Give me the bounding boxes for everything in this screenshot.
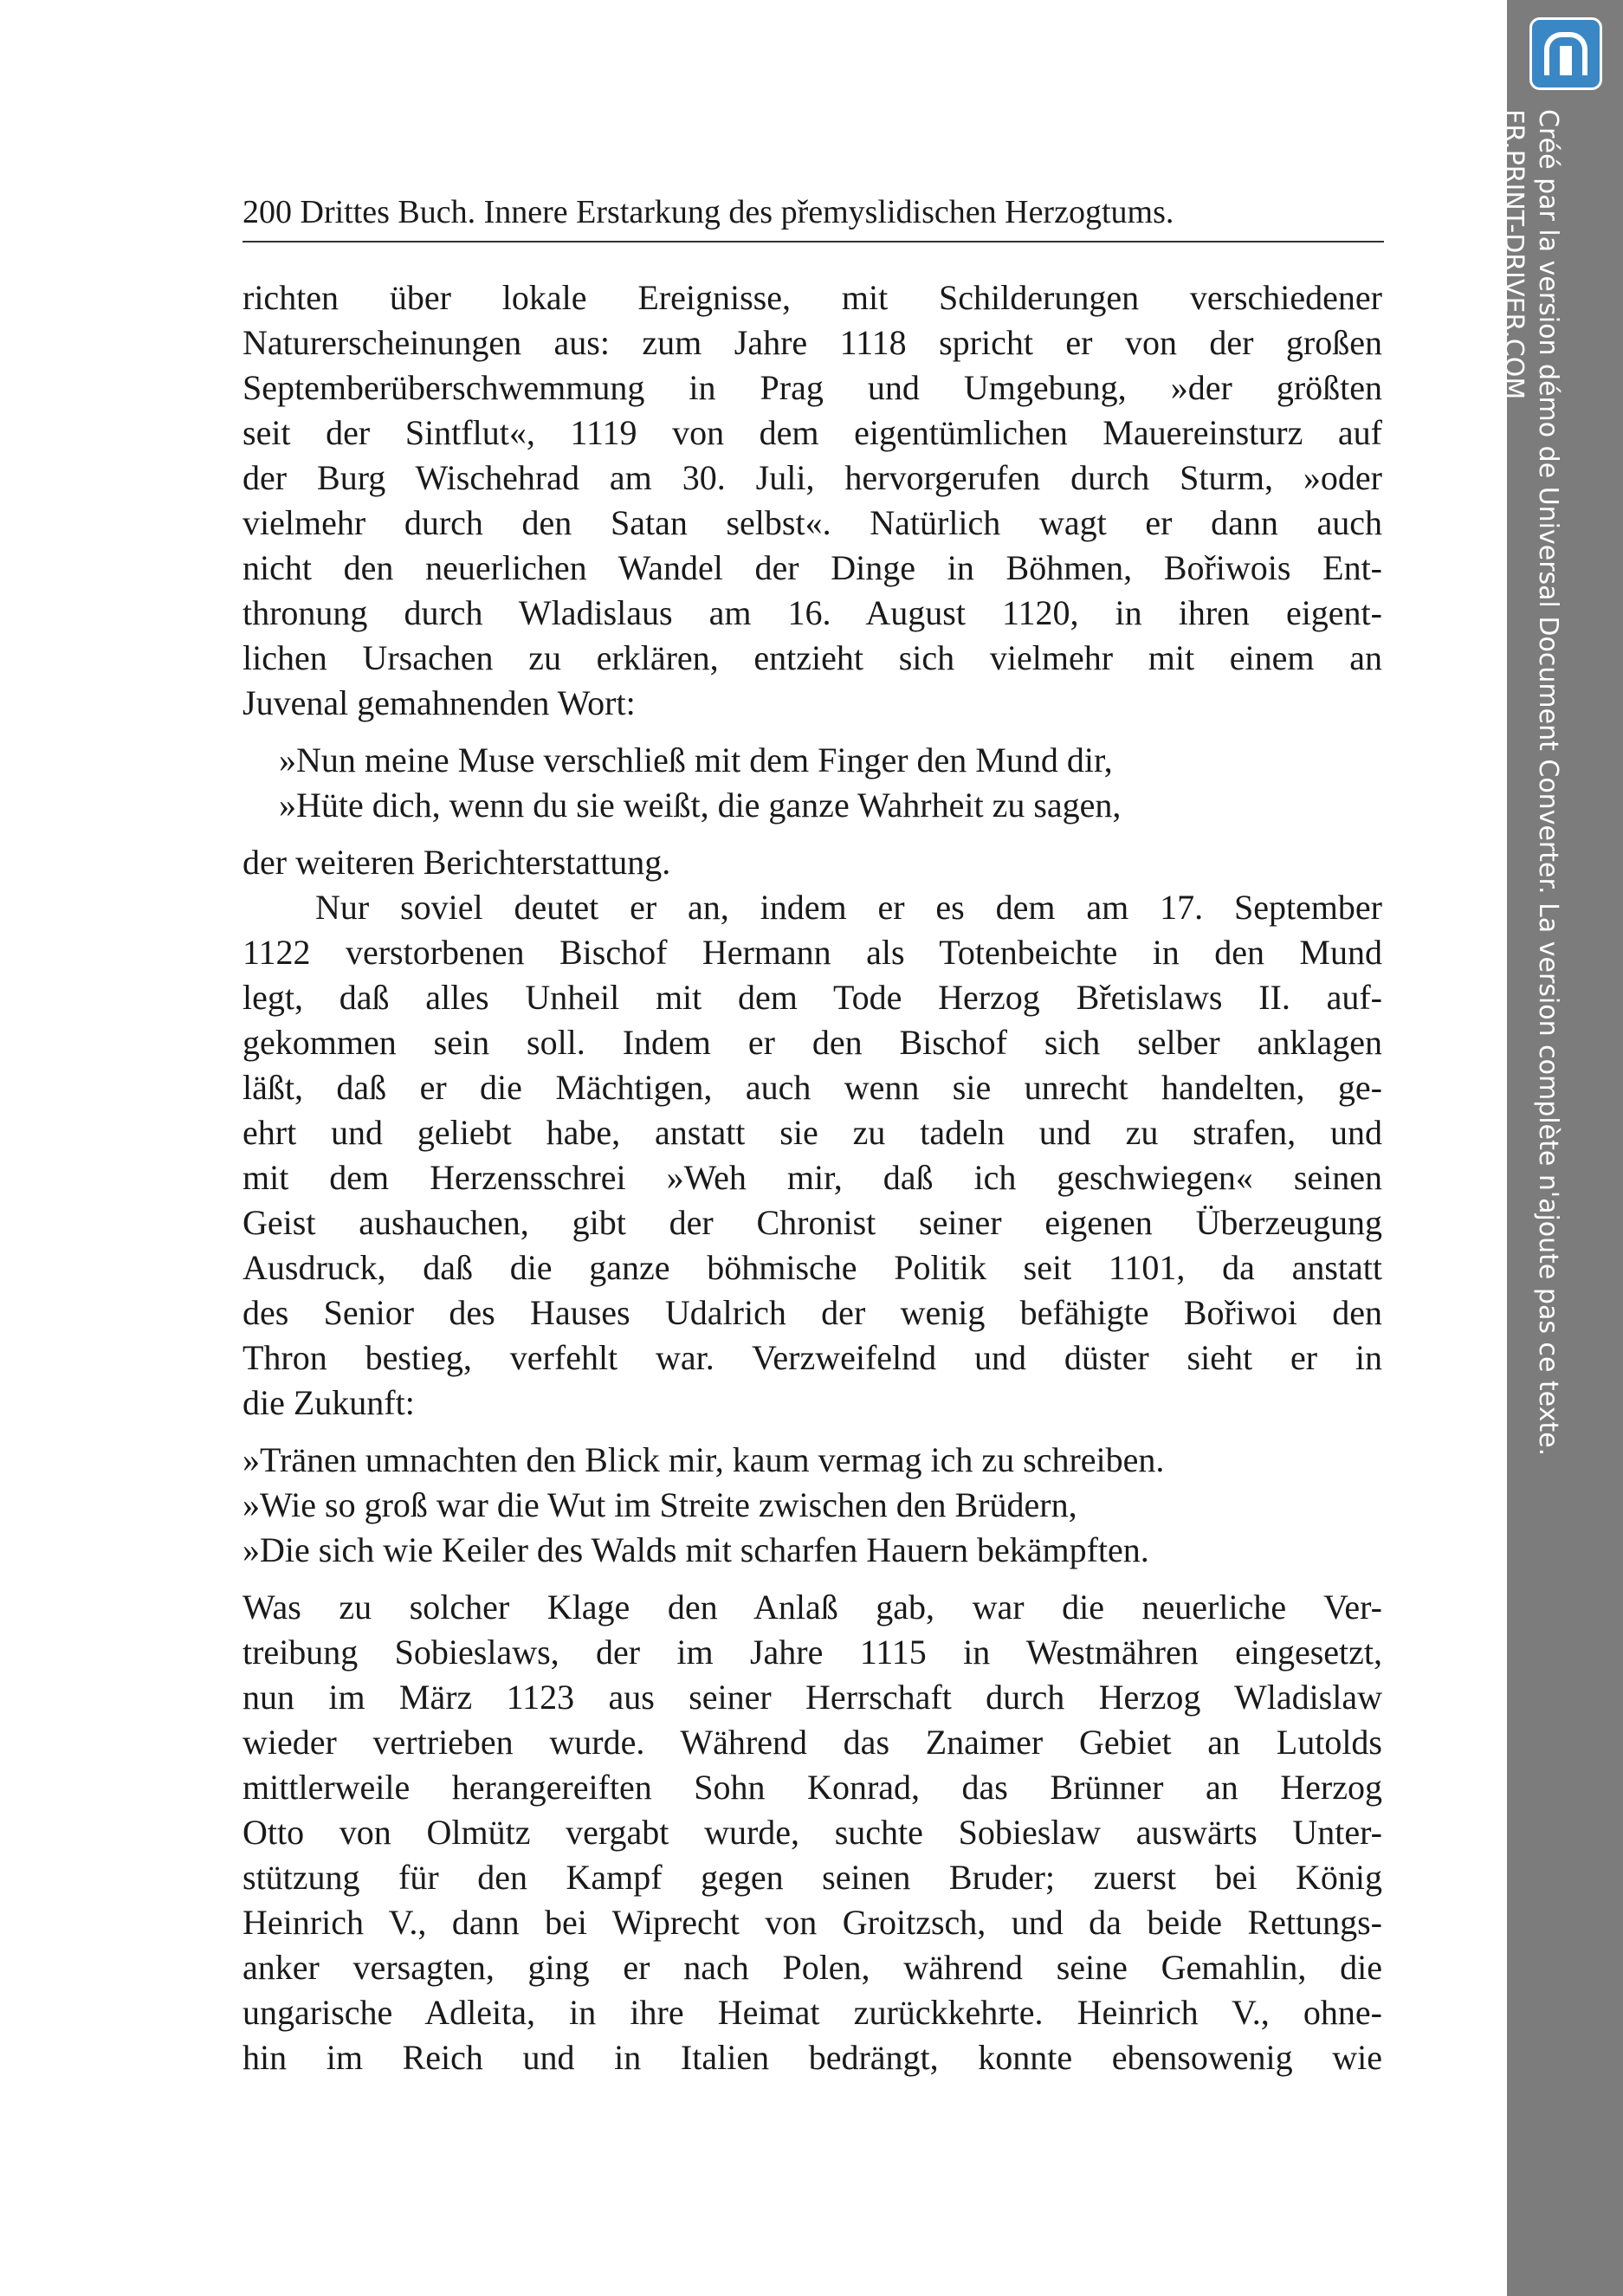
paragraph-3 <box>242 1585 1382 2080</box>
text-line: Naturerscheinungen aus: zum Jahre 1118 spricht er von der großen <box>242 323 1382 362</box>
verse-quote-1 <box>242 738 1382 828</box>
paragraph-2 <box>242 885 1382 1426</box>
text-line: Was zu solcher Klage den Anlaß gab, war die neuerliche Ver- <box>242 1588 1382 1627</box>
text-line: gekommen sein soll. Indem er den Bischof sich selber anklagen <box>242 1023 1382 1062</box>
text-line: Nur soviel deutet er an, indem er es dem am 17. September <box>315 888 1382 927</box>
text-line: Heinrich V., dann bei Wiprecht von Groitzsch, und da beide Rettungs- <box>242 1903 1382 1942</box>
text-line: mittlerweile herangereiften Sohn Konrad, das Brünner an Herzog <box>242 1768 1382 1807</box>
text-line: der weiteren Berichterstattung. <box>242 843 671 882</box>
verse-line: »Nun meine Muse verschließ mit dem Finger den Mund dir, <box>279 741 1113 779</box>
text-line: treibung Sobieslaws, der im Jahre 1115 in Westmähren eingesetzt, <box>242 1633 1382 1672</box>
verse-line: »Tränen umnachten den Blick mir, kaum vermag ich zu schreiben. <box>242 1440 1165 1479</box>
text-line: der Burg Wischehrad am 30. Juli, hervorgerufen durch Sturm, »oder <box>242 458 1382 497</box>
continuation-1 <box>242 840 1382 885</box>
text-line: die Zukunft: <box>242 1383 415 1422</box>
text-line: läßt, daß er die Mächtigen, auch wenn sie unrecht handelten, ge- <box>242 1068 1382 1107</box>
text-line: wieder vertrieben wurde. Während das Znaimer Gebiet an Lutolds <box>242 1723 1382 1762</box>
text-line: Juvenal gemahnenden Wort: <box>242 683 636 722</box>
text-line: seit der Sintflut«, 1119 von dem eigentümlichen Mauereinsturz auf <box>242 413 1382 452</box>
text-line: Thron bestieg, verfehlt war. Verzweifelnd und düster sieht er in <box>242 1338 1382 1377</box>
text-line: anker versagten, ging er nach Polen, während seine Gemahlin, die <box>242 1948 1382 1987</box>
text-line: hin im Reich und in Italien bedrängt, konnte ebensowenig wie <box>242 2038 1382 2077</box>
print-driver-logo-icon[interactable] <box>1529 17 1602 90</box>
text-line: Geist aushauchen, gibt der Chronist seiner eigenen Überzeugung <box>242 1203 1382 1242</box>
text-line: stützung für den Kampf gegen seinen Bruder; zuerst bei König <box>242 1858 1382 1897</box>
body-text <box>242 275 1382 2080</box>
text-line: vielmehr durch den Satan selbst«. Natürlich wagt er dann auch <box>242 503 1382 542</box>
paragraph-1 <box>242 275 1382 726</box>
text-line: ungarische Adleita, in ihre Heimat zurückkehrte. Heinrich V., ohne- <box>242 1993 1382 2032</box>
text-line: thronung durch Wladislaus am 16. August 1120, in ihren eigent- <box>242 593 1382 632</box>
running-header: 200 Drittes Buch. Innere Erstarkung des přemyslidischen Herzogtums. <box>242 194 1174 230</box>
text-line: Septemberüberschwemmung in Prag und Umgebung, »der größten <box>242 368 1382 407</box>
text-line: lichen Ursachen zu erklären, entzieht sich vielmehr mit einem an <box>242 638 1382 677</box>
text-line: Ausdruck, daß die ganze böhmische Politik seit 1101, da anstatt <box>242 1248 1382 1287</box>
text-line: nicht den neuerlichen Wandel der Dinge in Böhmen, Bořiwois Ent- <box>242 548 1382 587</box>
verse-line: »Wie so groß war die Wut im Streite zwischen den Brüdern, <box>242 1485 1077 1524</box>
text-line: mit dem Herzensschrei »Weh mir, daß ich geschwiegen« seinen <box>242 1158 1382 1197</box>
text-line: nun im März 1123 aus seiner Herrschaft durch Herzog Wladislaw <box>242 1678 1382 1717</box>
header-rule <box>242 241 1384 243</box>
text-line: 1122 verstorbenen Bischof Hermann als Totenbeichte in den Mund <box>242 933 1382 972</box>
verse-line: »Hüte dich, wenn du sie weißt, die ganze Wahrheit zu sagen, <box>279 786 1122 825</box>
watermark-text <box>1496 109 1565 1456</box>
text-line: legt, daß alles Unheil mit dem Tode Herzog Břetislaws II. auf- <box>242 978 1382 1017</box>
text-line: ehrt und geliebt habe, anstatt sie zu tadeln und zu strafen, und <box>242 1113 1382 1152</box>
verse-quote-2 <box>242 1438 1382 1573</box>
watermark-line-2[interactable]: FR.PRINT-DRIVER.COM <box>1498 109 1529 400</box>
watermark-line-1: Créé par la version démo de Universal Document Converter. La version complète n'ajoute pas ce texte. <box>1533 109 1563 1457</box>
logo-bar <box>1560 46 1572 75</box>
text-line: des Senior des Hauses Udalrich der wenig befähigte Bořiwoi den <box>242 1293 1382 1332</box>
text-line: richten über lokale Ereignisse, mit Schilderungen verschiedener <box>242 278 1382 317</box>
text-line: Otto von Olmütz vergabt wurde, suchte Sobieslaw auswärts Unter- <box>242 1813 1382 1852</box>
verse-line: »Die sich wie Keiler des Walds mit scharfen Hauern bekämpften. <box>242 1530 1149 1569</box>
